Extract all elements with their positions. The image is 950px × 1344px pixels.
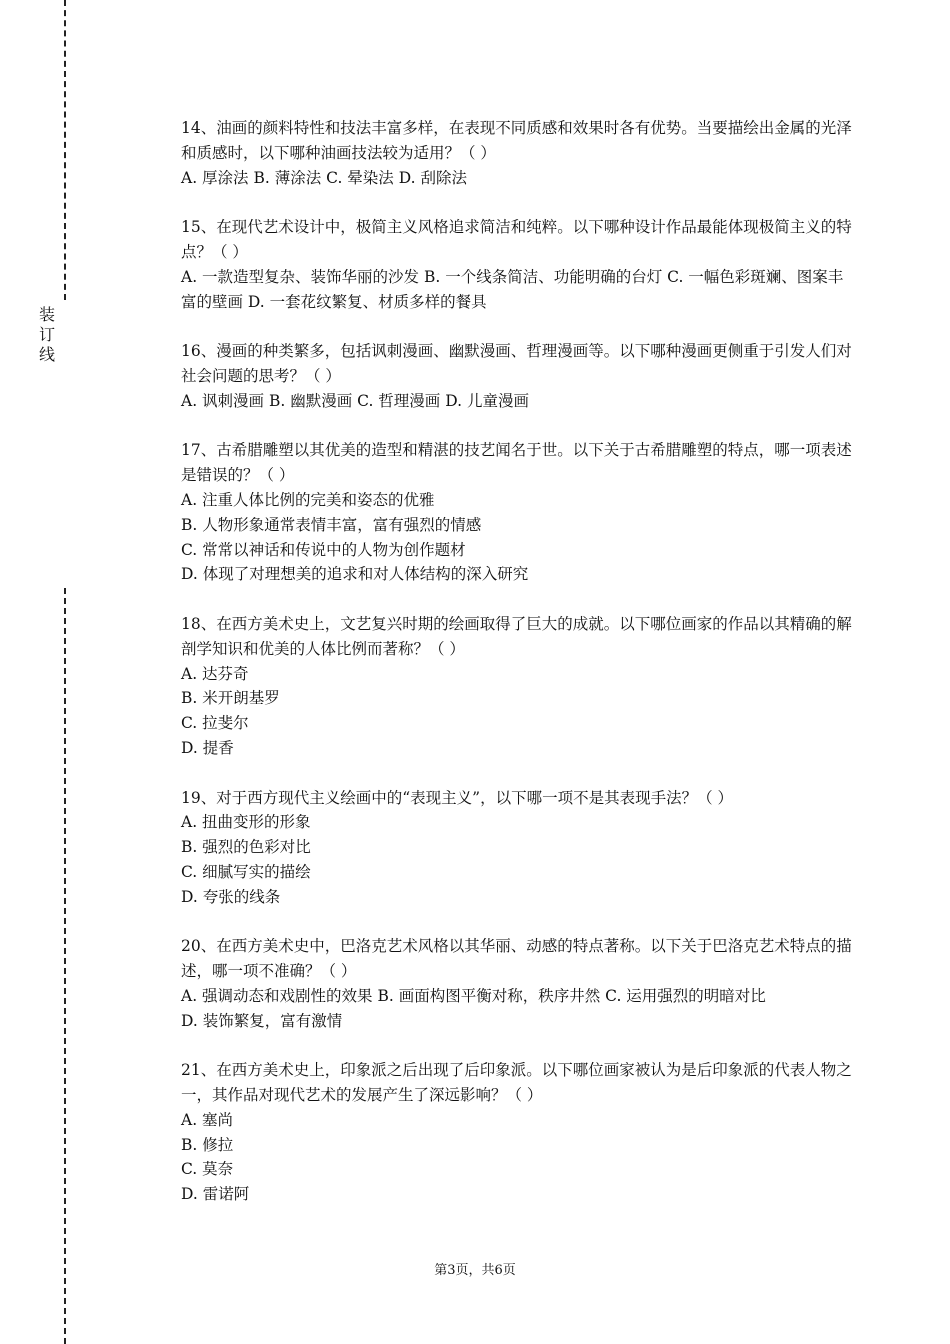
option-b: B. 米开朗基罗 bbox=[181, 689, 280, 708]
question-20 bbox=[181, 934, 853, 1033]
binding-label bbox=[37, 305, 57, 365]
option-c: C. 常常以神话和传说中的人物为创作题材 bbox=[181, 540, 466, 559]
option-d: D. 提香 bbox=[181, 738, 234, 757]
question-options: A. 讽刺漫画 B. 幽默漫画 C. 哲理漫画 D. 儿童漫画 bbox=[181, 391, 529, 410]
question-options: A. 一款造型复杂、装饰华丽的沙发 B. 一个线条简洁、功能明确的台灯 C. 一幅色彩斑斓、图案丰富的壁画 D. 一套花纹繁复、材质多样的餐具 bbox=[181, 267, 844, 311]
question-options: A. 厚涂法 B. 薄涂法 C. 晕染法 D. 刮除法 bbox=[181, 168, 467, 187]
option-b: B. 人物形象通常表情丰富，富有强烈的情感 bbox=[181, 515, 482, 534]
binding-label-char: 订 bbox=[38, 325, 55, 344]
question-text: 14、油画的颜料特性和技法丰富多样，在表现不同质感和效果时各有优势。当要描绘出金属的光泽和质感时，以下哪种油画技法较为适用？（ ） bbox=[181, 119, 852, 162]
option-a: A. 塞尚 bbox=[181, 1110, 234, 1129]
question-text: 18、在西方美术史上，文艺复兴时期的绘画取得了巨大的成就。以下哪位画家的作品以其精确的解剖学知识和优美的人体比例而著称？（ ） bbox=[181, 614, 852, 658]
question-15 bbox=[181, 215, 853, 314]
option-d: D. 体现了对理想美的追求和对人体结构的深入研究 bbox=[181, 565, 529, 584]
option-b: B. 强烈的色彩对比 bbox=[181, 838, 311, 857]
option-c: C. 拉斐尔 bbox=[181, 714, 249, 733]
option-d: D. 装饰繁复，富有激情 bbox=[181, 1011, 343, 1030]
question-16 bbox=[181, 339, 853, 413]
question-text: 20、在西方美术史中，巴洛克艺术风格以其华丽、动感的特点著称。以下关于巴洛克艺术特点的描述，哪一项不准确？（ ） bbox=[181, 937, 852, 981]
question-text: 19、对于西方现代主义绘画中的“表现主义”，以下哪一项不是其表现手法？（ ） bbox=[181, 788, 734, 807]
question-14 bbox=[181, 116, 853, 190]
question-text: 21、在西方美术史上，印象派之后出现了后印象派。以下哪位画家被认为是后印象派的代表人物之一，其作品对现代艺术的发展产生了深远影响？（ ） bbox=[181, 1061, 852, 1105]
option-b: B. 修拉 bbox=[181, 1135, 234, 1154]
binding-label-char: 线 bbox=[38, 345, 55, 364]
option-c: C. 细腻写实的描绘 bbox=[181, 862, 311, 881]
option-d: D. 夸张的线条 bbox=[181, 887, 281, 906]
option-a: A. 达芬奇 bbox=[181, 664, 249, 683]
binding-line-bottom bbox=[64, 588, 66, 1344]
question-21 bbox=[181, 1058, 853, 1207]
binding-line-top bbox=[64, 0, 66, 300]
option-a: A. 扭曲变形的形象 bbox=[181, 813, 311, 832]
question-17 bbox=[181, 438, 853, 587]
question-18 bbox=[181, 612, 853, 761]
binding-label-char: 装 bbox=[38, 305, 55, 324]
option-c: C. 莫奈 bbox=[181, 1160, 234, 1179]
question-text: 16、漫画的种类繁多，包括讽刺漫画、幽默漫画、哲理漫画等。以下哪种漫画更侧重于引发人们对社会问题的思考？（ ） bbox=[181, 342, 852, 385]
page-number: 第3页，共6页 bbox=[434, 1263, 516, 1278]
question-list bbox=[181, 116, 853, 1232]
option-a: A. 注重人体比例的完美和姿态的优雅 bbox=[181, 490, 435, 509]
question-19 bbox=[181, 786, 853, 910]
question-options: A. 强调动态和戏剧性的效果 B. 画面构图平衡对称，秩序井然 C. 运用强烈的明暗对比 bbox=[181, 986, 766, 1005]
question-text: 15、在现代艺术设计中，极简主义风格追求简洁和纯粹。以下哪种设计作品最能体现极简主义的特点？（ ） bbox=[181, 218, 852, 261]
question-text: 17、古希腊雕塑以其优美的造型和精湛的技艺闻名于世。以下关于古希腊雕塑的特点，哪一项表述是错误的？（ ） bbox=[181, 441, 852, 485]
option-d: D. 雷诺阿 bbox=[181, 1185, 250, 1204]
